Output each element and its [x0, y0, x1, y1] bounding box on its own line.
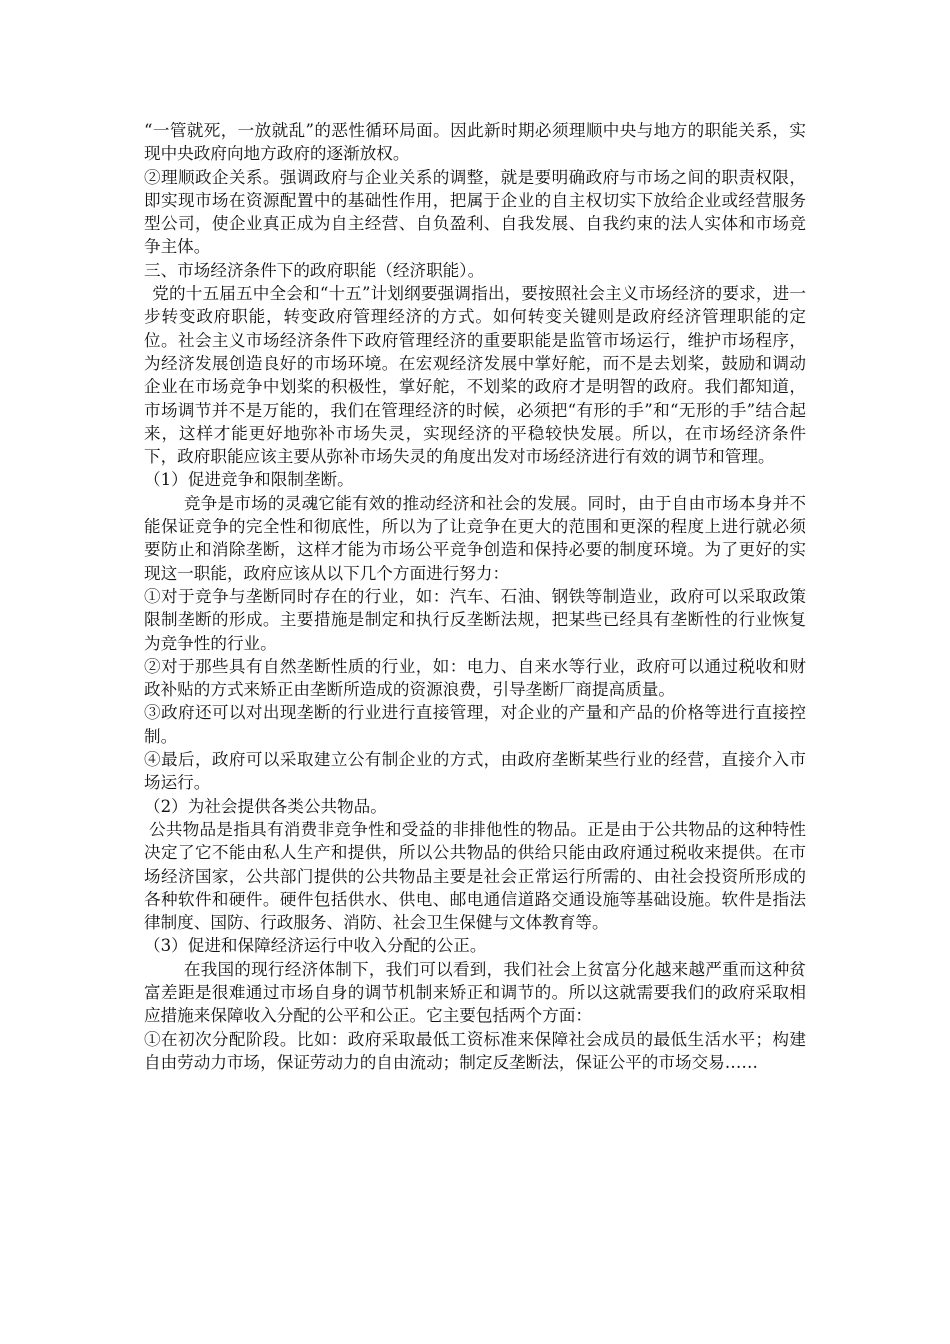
subheading-2: （2）为社会提供各类公共物品。 — [144, 796, 387, 816]
list-item-4: ④最后，政府可以采取建立公有制企业的方式，由政府垄断某些行业的经营，直接介入市场运行。 — [144, 750, 806, 793]
document-body — [144, 119, 806, 1074]
paragraph-gov-enterprise: ②理顺政企关系。强调政府与企业关系的调整，就是要明确政府与市场之间的职责权限，即实现市场在资源配置中的基础性作用，把属于企业的自主权切实下放给企业或经营服务型公司，使企业真正成为自主经营、自负盈利、自我发展、自我约束的法人实体和市场竞争主体。 — [144, 167, 806, 257]
subheading-3: （3）促进和保障经济运行中收入分配的公正。 — [144, 936, 487, 956]
list-item-3: ③政府还可以对出现垄断的行业进行直接管理，对企业的产量和产品的价格等进行直接控制。 — [144, 703, 806, 746]
section-heading-3: 三、市场经济条件下的政府职能（经济职能）。 — [144, 260, 485, 280]
list-item-1: ①对于竞争与垄断同时存在的行业，如：汽车、石油、钢铁等制造业，政府可以采取政策限制垄断的形成。主要措施是制定和执行反垄断法规，把某些已经具有垄断性的行业恢复为竞争性的行业。 — [144, 586, 806, 653]
paragraph-continuation: “一管就死，一放就乱”的恶性循环局面。因此新时期必须理顺中央与地方的职能关系，实现中央政府向地方政府的逐渐放权。 — [144, 121, 806, 164]
subheading-1: （1）促进竞争和限制垄断。 — [144, 470, 354, 490]
paragraph-public-goods: 公共物品是指具有消费非竞争性和受益的非排他性的物品。正是由于公共物品的这种特性决定了它不能由私人生产和提供，所以公共物品的供给只能由政府通过税收来提供。在市场经济国家，公共部门提供的公共物品主要是社会正常运行所需的、由社会投资所形成的各种软件和硬件。硬件包括供水、供电、邮电通信道路交通设施等基础设施。软件是指法律制度、国防、行政服务、消防、社会卫生保健与文体教育等。 — [144, 819, 806, 933]
list-item-2: ②对于那些具有自然垄断性质的行业，如：电力、自来水等行业，政府可以通过税收和财政补贴的方式来矫正由垄断所造成的资源浪费，引导垄断厂商提高质量。 — [144, 656, 806, 700]
paragraph-intro: 党的十五届五中全会和“十五”计划纲要强调指出，要按照社会主义市场经济的要求，进一步转变政府职能，转变政府管理经济的方式。如何转变关键则是政府经济管理职能的定位。社会主义市场经济条件下政府管理经济的重要职能是监管市场运行，维护市场程序，为经济发展创造良好的市场环境。在宏观经济发展中掌好舵，而不是去划桨，鼓励和调动企业在市场竞争中划桨的积极性，掌好舵，不划桨的政府才是明智的政府。我们都知道，市场调节并不是万能的，我们在管理经济的时候，必须把“有形的手”和“无形的手”结合起来，这样才能更好地弥补市场失灵，实现经济的平稳较快发展。所以，在市场经济条件下，政府职能应该主要从弥补市场失灵的角度出发对市场经济进行有效的调节和管理。 — [144, 284, 806, 467]
list-item-initial-distribution: ①在初次分配阶段。比如：政府采取最低工资标准来保障社会成员的最低生活水平；构建自由劳动力市场，保证劳动力的自由流动；制定反垄断法，保证公平的市场交易…… — [144, 1029, 806, 1072]
paragraph-income-distribution: 在我国的现行经济体制下，我们可以看到，我们社会上贫富分化越来越严重而这种贫富差距是很难通过市场自身的调节机制来矫正和调节的。所以这就需要我们的政府采取相应措施来保障收入分配的公平和公正。它主要包括两个方面： — [144, 959, 806, 1026]
paragraph-competition: 竞争是市场的灵魂它能有效的推动经济和社会的发展。同时，由于自由市场本身并不能保证竞争的完全性和彻底性，所以为了让竞争在更大的范围和更深的程度上进行就必须要防止和消除垄断，这样才能为市场公平竞争创造和保持必要的制度环境。为了更好的实现这一职能，政府应该从以下几个方面进行努力： — [144, 493, 806, 583]
